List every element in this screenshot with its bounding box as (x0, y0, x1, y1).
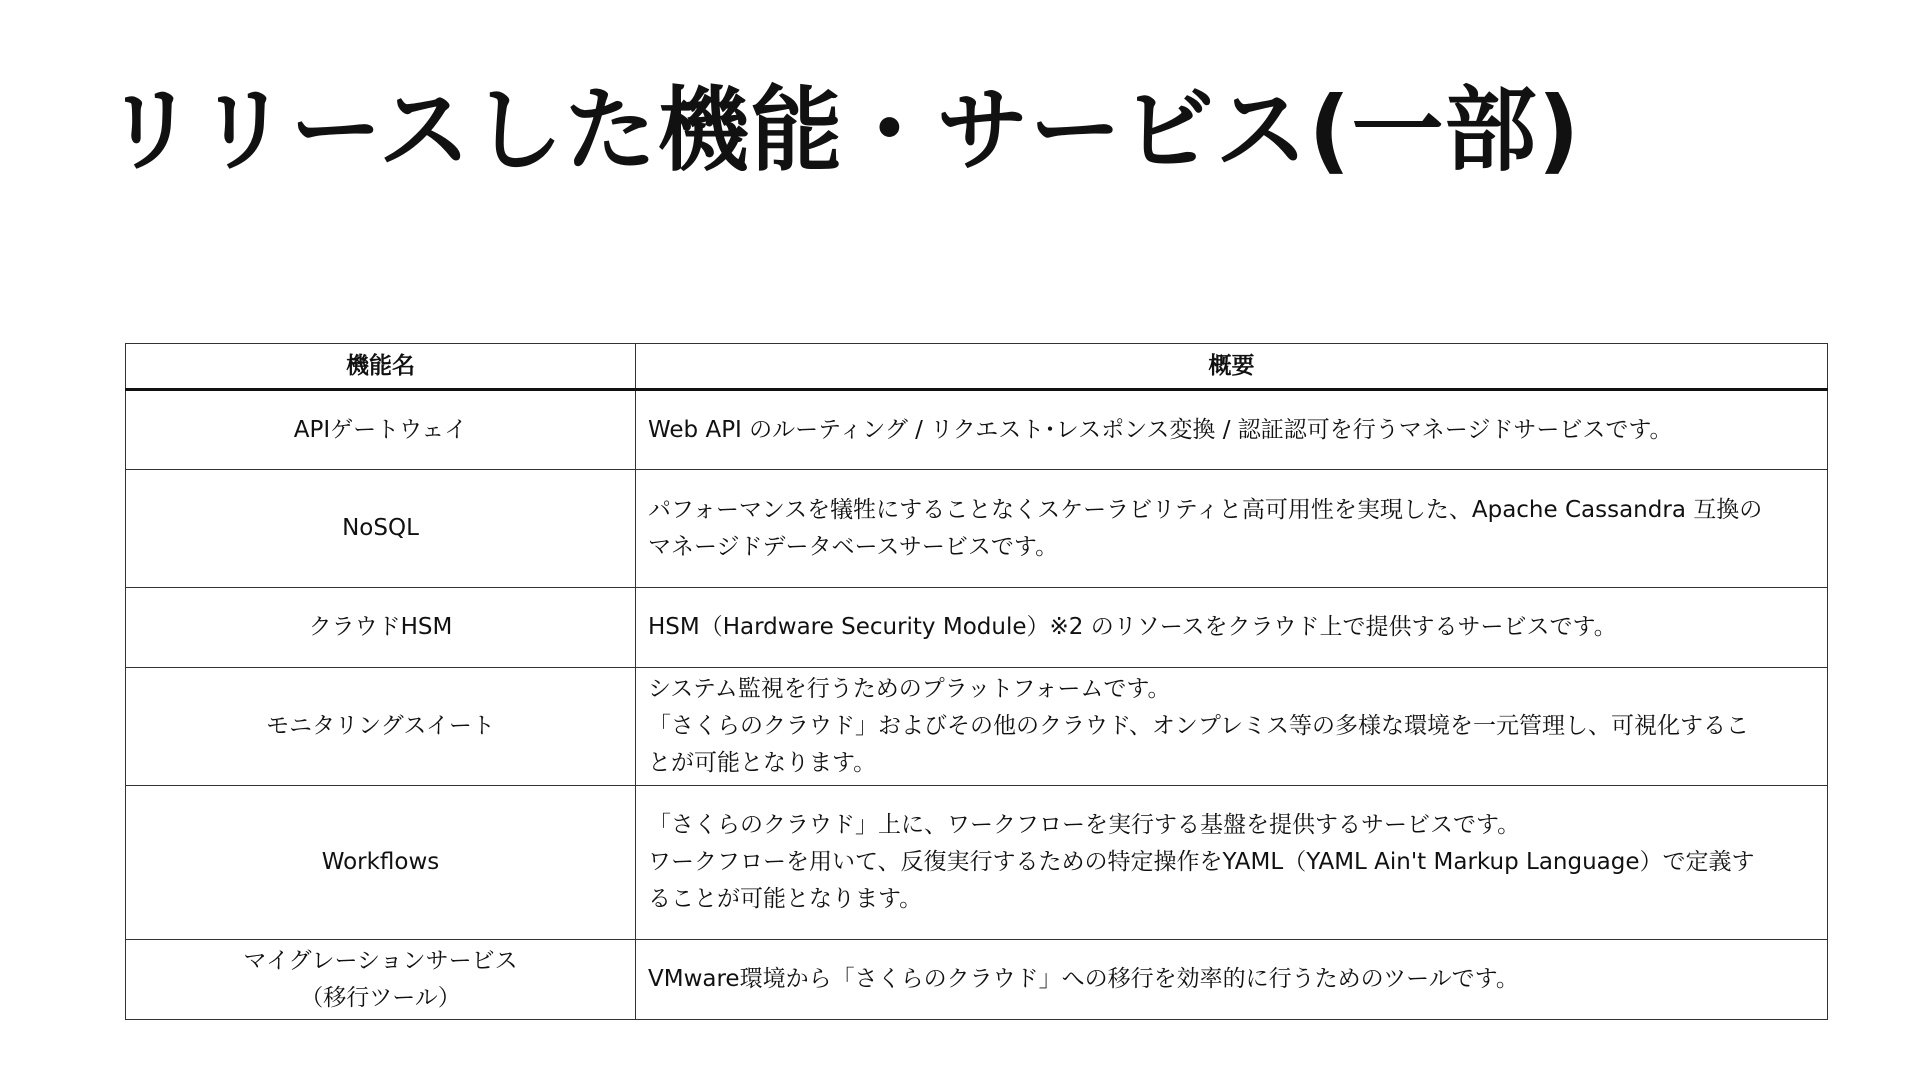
feature-summary-line: 「さくらのクラウド」上に、ワークフローを実行する基盤を提供するサービスです。 (648, 812, 1521, 838)
feature-summary-line: 「さくらのクラウド」およびその他のクラウド、オンプレミス等の多様な環境を一元管理し、可視化するこ (648, 713, 1750, 739)
feature-name-subtitle: （移行ツール） (300, 984, 461, 1011)
feature-summary-line: VMware環境から「さくらのクラウド」への移行を効率的に行うためのツールです。 (648, 966, 1519, 992)
features-table (125, 343, 1828, 1020)
feature-name-cell (126, 470, 636, 588)
feature-summary-line: ワークフローを用いて、反復実行するための特定操作をYAML（YAML Ain't Markup Language）で定義す (648, 849, 1755, 875)
feature-name-cell (126, 668, 636, 786)
feature-name: マイグレーションサービス (243, 947, 518, 974)
feature-summary-line: システム監視を行うためのプラットフォームです。 (648, 676, 1171, 702)
feature-summary-line: とが可能となります。 (648, 750, 877, 776)
feature-summary-line: パフォーマンスを犠牲にすることなくスケーラビリティと高可用性を実現した、Apache Cassandra 互換の (648, 496, 1763, 523)
table-row (126, 470, 1828, 588)
column-header-summary: 概要 (636, 344, 1828, 390)
feature-summary-cell (636, 940, 1828, 1020)
table-header-row (126, 344, 1828, 390)
feature-name: NoSQL (342, 515, 419, 541)
feature-name-cell (126, 940, 636, 1020)
column-header-name: 機能名 (126, 344, 636, 390)
table-row (126, 786, 1828, 940)
slide-title: リリースした機能・サービス(一部) (104, 77, 1581, 184)
feature-name: Workflows (321, 849, 440, 875)
feature-name: APIゲートウェイ (293, 416, 468, 443)
feature-summary-line: マネージドデータベースサービスです。 (648, 533, 1059, 560)
feature-summary-cell (636, 786, 1828, 940)
table-row (126, 390, 1828, 470)
feature-name-cell (126, 786, 636, 940)
feature-name-cell (126, 588, 636, 668)
feature-summary-cell (636, 668, 1828, 786)
table-row (126, 940, 1828, 1020)
feature-summary-cell (636, 588, 1828, 668)
table-row (126, 588, 1828, 668)
feature-summary-cell (636, 470, 1828, 588)
feature-name: モニタリングスイート (266, 713, 495, 739)
feature-name-cell (126, 390, 636, 470)
feature-name: クラウドHSM (308, 614, 453, 640)
table-row (126, 668, 1828, 786)
feature-summary-line: HSM（Hardware Security Module）※2 のリソースをクラウド上で提供するサービスです。 (648, 614, 1617, 640)
feature-summary-cell (636, 390, 1828, 470)
feature-summary-line: ることが可能となります。 (648, 886, 923, 912)
feature-summary-line: Web API のルーティング / リクエスト･レスポンス変換 / 認証認可を行うマネージドサービスです。 (648, 416, 1673, 443)
